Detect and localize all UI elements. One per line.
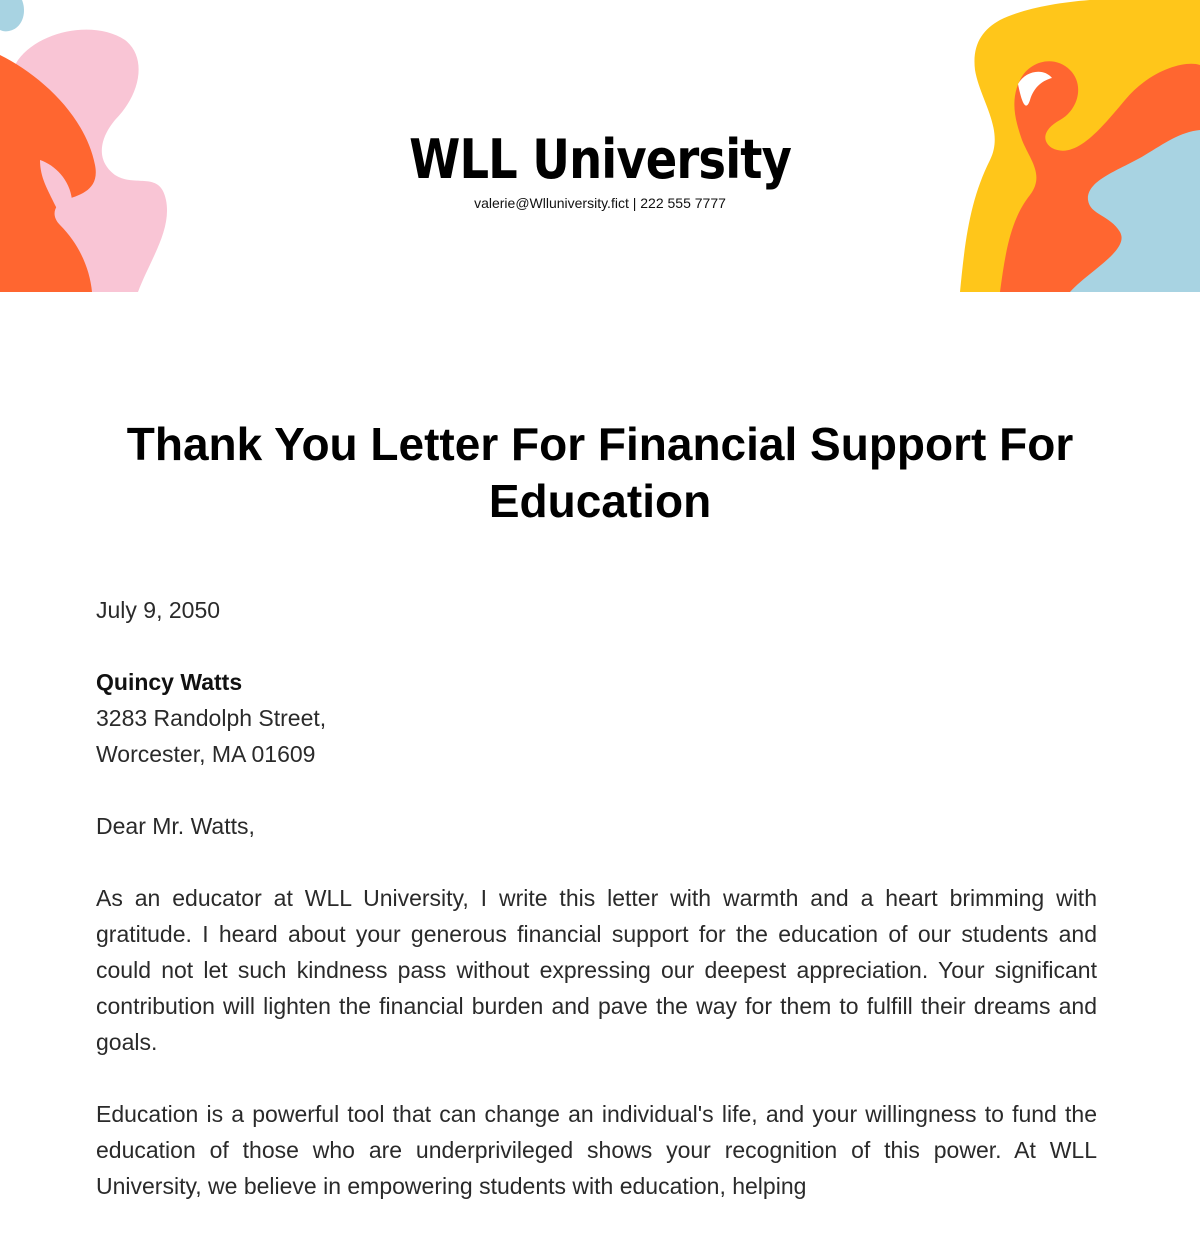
recipient-name: Quincy Watts: [96, 669, 243, 695]
paragraph-2: Education is a powerful tool that can change an individual's life, and your willingness to fund the education of those who are underprivileged shows your recognition of this power. At WLL University, we believe in empowering students with education, helping: [96, 1101, 1097, 1199]
salutation: Dear Mr. Watts,: [96, 813, 255, 839]
blue-blob-shape: [0, 0, 24, 31]
letter-date: July 9, 2050: [96, 597, 221, 623]
recipient-block: [96, 664, 1097, 772]
paragraph-1: As an educator at WLL University, I write this letter with warmth and a heart brimming with gratitude. I heard about your generous financial support for the education of our students and could not let such kindness pass without expressing our deepest appreciation. Your significant contribution will lighten the financial burden and pave the way for them to fulfill their dreams and goals.: [96, 885, 1097, 1055]
document-title: Thank You Letter For Financial Support For Education: [126, 418, 1074, 527]
university-name: WLL University: [409, 128, 791, 191]
recipient-address-line2: Worcester, MA 01609: [96, 741, 316, 767]
recipient-address-line1: 3283 Randolph Street,: [96, 705, 327, 731]
letterhead: [0, 125, 1200, 211]
letter-body: [96, 592, 1097, 1240]
contact-info: valerie@Wlluniversity.fict | 222 555 7777: [474, 195, 726, 211]
